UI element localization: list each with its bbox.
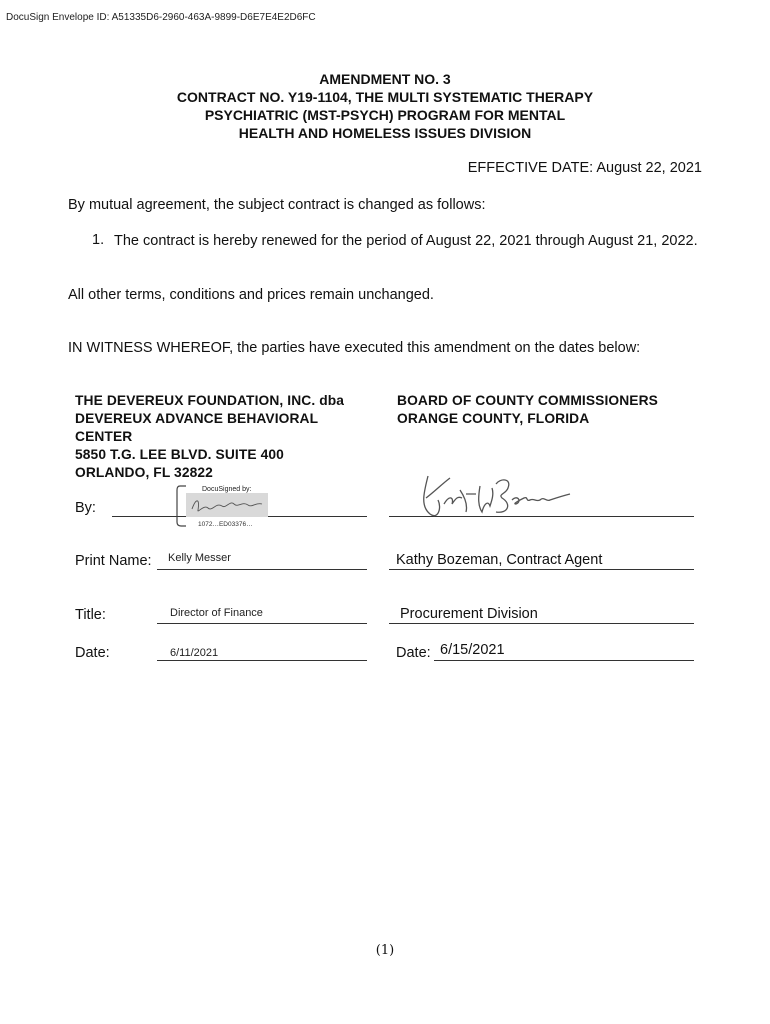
left-date-value: 6/11/2021 <box>170 647 219 659</box>
print-name-label: Print Name: <box>75 553 152 569</box>
list-item-number: 1. <box>92 232 105 248</box>
right-title-line <box>389 623 694 624</box>
by-label: By: <box>75 500 96 516</box>
right-print-name-value: Kathy Bozeman, Contract Agent <box>396 552 603 568</box>
date-label: Date: <box>75 645 110 661</box>
right-handwritten-signature <box>408 464 578 524</box>
page-number: (1) <box>375 943 395 958</box>
right-date-label: Date: <box>396 645 431 661</box>
party-line: THE DEVEREUX FOUNDATION, INC. dba <box>75 393 345 408</box>
party-line: 5850 T.G. LEE BLVD. SUITE 400 <box>75 447 284 462</box>
docusign-id: 1072…ED03376… <box>198 521 253 528</box>
list-item-text: The contract is hereby renewed for the period of August 22, 2021 through August 21, 2022. <box>114 233 698 249</box>
contract-title-line: CONTRACT NO. Y19-1104, THE MULTI SYSTEMATIC THERAPY <box>176 89 594 105</box>
left-date-line <box>157 660 367 661</box>
contract-title-line: PSYCHIATRIC (MST-PSYCH) PROGRAM FOR MENTAL <box>204 107 566 123</box>
party-line: BOARD OF COUNTY COMMISSIONERS <box>397 393 658 408</box>
party-line: ORANGE COUNTY, FLORIDA <box>397 411 590 426</box>
amendment-title: AMENDMENT NO. 3 <box>319 71 451 87</box>
other-terms-paragraph: All other terms, conditions and prices remain unchanged. <box>68 287 434 303</box>
witness-paragraph: IN WITNESS WHEREOF, the parties have executed this amendment on the dates below: <box>68 340 641 356</box>
right-date-value: 6/15/2021 <box>440 642 505 658</box>
effective-date: EFFECTIVE DATE: August 22, 2021 <box>467 160 702 176</box>
left-party-block <box>75 392 385 482</box>
intro-paragraph: By mutual agreement, the subject contract is changed as follows: <box>68 197 486 213</box>
envelope-id: DocuSign Envelope ID: A51335D6-2960-463A-9899-D6E7E4E2D6FC <box>6 12 316 23</box>
left-title-value: Director of Finance <box>170 607 263 619</box>
party-line: DEVEREUX ADVANCE BEHAVIORAL <box>75 411 319 426</box>
docusign-signed-by-label: DocuSigned by: <box>202 486 252 493</box>
left-print-name-value: Kelly Messer <box>168 552 231 564</box>
party-line: ORLANDO, FL 32822 <box>75 465 213 480</box>
contract-title-line: HEALTH AND HOMELESS ISSUES DIVISION <box>238 125 532 141</box>
docusign-signature-box <box>176 482 276 530</box>
right-print-name-line <box>389 569 694 570</box>
title-label: Title: <box>75 607 106 623</box>
party-line: CENTER <box>75 429 133 444</box>
right-title-value: Procurement Division <box>400 606 538 622</box>
right-party-block <box>397 392 707 428</box>
left-print-name-line <box>157 569 367 570</box>
left-title-line <box>157 623 367 624</box>
right-date-line <box>434 660 694 661</box>
